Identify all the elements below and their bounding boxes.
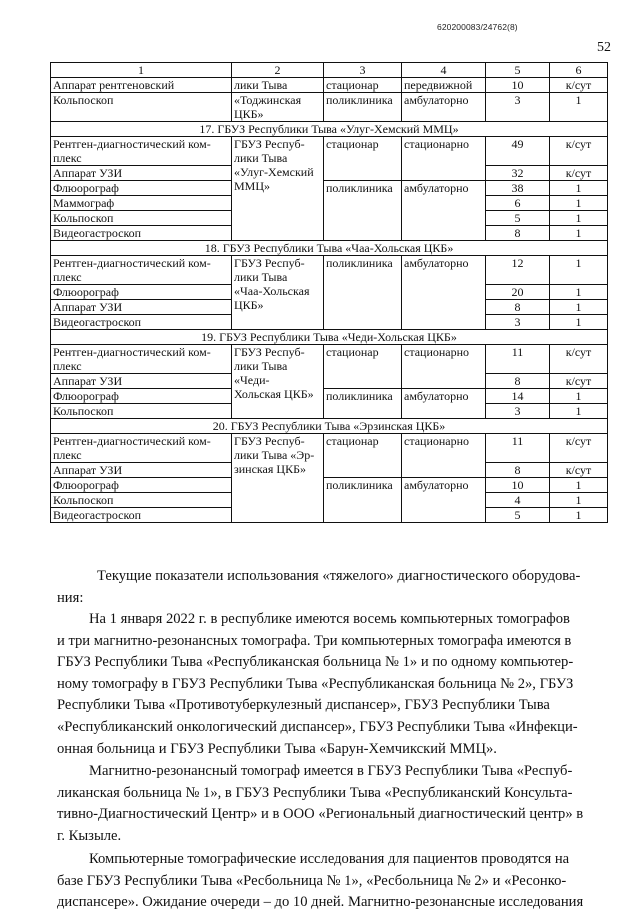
equipment-name: Аппарат УЗИ	[51, 463, 232, 478]
organization: ГБУЗ Респуб- лики Тыва «Чеди- Хольская ЦКБ»	[232, 345, 324, 419]
organization	[232, 93, 324, 122]
quantity: 20	[486, 285, 550, 300]
column-number: 1	[51, 63, 232, 78]
department: стационар	[324, 137, 402, 181]
quantity: 12	[486, 256, 550, 285]
equipment-name: Флюорограф	[51, 181, 232, 196]
column-number-row	[51, 63, 608, 78]
equipment-name: Видеогастроскоп	[51, 508, 232, 523]
department: поликлиника	[324, 93, 402, 122]
mode: передвижной	[402, 78, 486, 93]
section-header-row	[51, 241, 608, 256]
section-header-row	[51, 330, 608, 345]
document-id: 620200083/24762(8)	[437, 22, 518, 32]
unit: 1	[550, 508, 608, 523]
section-title: 20. ГБУЗ Республики Тыва «Эрзинская ЦКБ»	[51, 419, 608, 434]
department: поликлиника	[324, 256, 402, 330]
quantity: 8	[486, 300, 550, 315]
unit: 1	[550, 256, 608, 285]
quantity: 32	[486, 166, 550, 181]
mode: стационарно	[402, 137, 486, 181]
unit: к/сут	[550, 434, 608, 463]
department: стационар	[324, 434, 402, 478]
department: стационар	[324, 345, 402, 389]
unit: к/сут	[550, 166, 608, 181]
equipment-name: Видеогастроскоп	[51, 315, 232, 330]
paragraph-ct-exams: Компьютерные томографические исследования для пациентов проводятся на базе ГБУЗ Республики Тыва «Ресбольница № 1», «Ресбольница № 2» и «Ресонко- диспансере». Ожидание очереди – до 10 дней. Магнитно-резонансные исследования	[57, 851, 584, 911]
unit: 1	[550, 300, 608, 315]
paragraph-mri: Магнитно-резонансный томограф имеется в ГБУЗ Республики Тыва «Респуб- ликанская больница № 1», в ГБУЗ Республики Тыва «Республиканский Консульта- тивно-Диагностический Центр» и в ООО «Региональный диагностический центр» в г. Кызыле.	[57, 763, 584, 844]
unit: 1	[550, 285, 608, 300]
organization: ГБУЗ Респуб- лики Тыва «Улуг-Хемский ММЦ»	[232, 137, 324, 241]
paragraph-ct-scanners: На 1 января 2022 г. в республике имеются восемь компьютерных томографов и три магнитно-резонансных томографа. Три компьютерных томографа имеются в ГБУЗ Республики Тыва «Республиканская больница № 1» и по одному компьютер- ному томографу в ГБУЗ Республики Тыва «Республиканская больница № 2», ГБУЗ Республики Тыва «Противотуберкулезный диспансер», ГБУЗ Республики Тыва «Республиканский онкологический диспансер», ГБУЗ Республики Тыва «Инфекци- онная больница и ГБУЗ Республики Тыва «Барун-Хемчикский ММЦ».	[57, 611, 578, 757]
equipment-name: Кольпоскоп	[51, 211, 232, 226]
unit: к/сут	[550, 463, 608, 478]
unit: 1	[550, 226, 608, 241]
equipment-name: Рентген-диагностический ком- плекс	[51, 345, 232, 374]
mode: стационарно	[402, 434, 486, 478]
organization: ГБУЗ Респуб- лики Тыва «Эр- зинская ЦКБ»	[232, 434, 324, 523]
unit: к/сут	[550, 78, 608, 93]
column-number: 6	[550, 63, 608, 78]
equipment-name: Кольпоскоп	[51, 493, 232, 508]
equipment-name: Маммограф	[51, 196, 232, 211]
quantity: 14	[486, 389, 550, 404]
table-row	[51, 181, 608, 196]
department: поликлиника	[324, 478, 402, 523]
equipment-name: Видеогастроскоп	[51, 226, 232, 241]
table-row	[51, 137, 608, 166]
table-row	[51, 93, 608, 122]
quantity: 6	[486, 196, 550, 211]
equipment-name: Кольпоскоп	[51, 93, 232, 122]
unit: 1	[550, 93, 608, 122]
equipment-name: Флюорограф	[51, 478, 232, 493]
mode: амбулаторно	[402, 93, 486, 122]
unit: к/сут	[550, 345, 608, 374]
organization: лики Тыва	[232, 78, 324, 93]
org-line: «Тоджинская	[234, 93, 302, 107]
equipment-name: Рентген-диагностический ком- плекс	[51, 256, 232, 285]
quantity: 3	[486, 315, 550, 330]
quantity: 49	[486, 137, 550, 166]
table-row	[51, 345, 608, 374]
unit: 1	[550, 389, 608, 404]
section-title: 18. ГБУЗ Республики Тыва «Чаа-Хольская ЦКБ»	[51, 241, 608, 256]
quantity: 11	[486, 434, 550, 463]
department: поликлиника	[324, 181, 402, 241]
org-line: ЦКБ»	[234, 107, 264, 121]
equipment-name: Кольпоскоп	[51, 404, 232, 419]
mode: амбулаторно	[402, 181, 486, 241]
paragraph-intro: Текущие показатели использования «тяжелого» диагностического оборудова- ния:	[57, 568, 581, 606]
section-title: 17. ГБУЗ Республики Тыва «Улуг-Хемский ММЦ»	[51, 122, 608, 137]
quantity: 8	[486, 463, 550, 478]
equipment-table	[50, 62, 608, 523]
unit: 1	[550, 315, 608, 330]
quantity: 10	[486, 78, 550, 93]
page-number: 52	[597, 40, 611, 55]
column-number: 4	[402, 63, 486, 78]
quantity: 38	[486, 181, 550, 196]
equipment-name: Аппарат УЗИ	[51, 300, 232, 315]
equipment-name: Аппарат УЗИ	[51, 374, 232, 389]
equipment-name: Аппарат УЗИ	[51, 166, 232, 181]
column-number: 3	[324, 63, 402, 78]
column-number: 2	[232, 63, 324, 78]
mode: амбулаторно	[402, 256, 486, 330]
quantity: 5	[486, 508, 550, 523]
quantity: 10	[486, 478, 550, 493]
equipment-name: Рентген-диагностический ком- плекс	[51, 434, 232, 463]
department: поликлиника	[324, 389, 402, 419]
equipment-name: Флюорограф	[51, 389, 232, 404]
organization: ГБУЗ Респуб- лики Тыва «Чаа-Хольская ЦКБ»	[232, 256, 324, 330]
unit: 1	[550, 478, 608, 493]
quantity: 3	[486, 404, 550, 419]
quantity: 8	[486, 226, 550, 241]
department: стационар	[324, 78, 402, 93]
mode: амбулаторно	[402, 389, 486, 419]
quantity: 5	[486, 211, 550, 226]
section-header-row	[51, 122, 608, 137]
unit: к/сут	[550, 137, 608, 166]
table-row	[51, 434, 608, 463]
mode: стационарно	[402, 345, 486, 389]
table-row	[51, 256, 608, 285]
mode: амбулаторно	[402, 478, 486, 523]
unit: 1	[550, 196, 608, 211]
quantity: 4	[486, 493, 550, 508]
section-header-row	[51, 419, 608, 434]
table-row	[51, 389, 608, 404]
quantity: 11	[486, 345, 550, 374]
column-number: 5	[486, 63, 550, 78]
unit: 1	[550, 181, 608, 196]
unit: 1	[550, 404, 608, 419]
table-row	[51, 478, 608, 493]
equipment-name: Аппарат рентгеновский	[51, 78, 232, 93]
table-row	[51, 78, 608, 93]
section-title: 19. ГБУЗ Республики Тыва «Чеди-Хольская ЦКБ»	[51, 330, 608, 345]
equipment-name: Флюорограф	[51, 285, 232, 300]
unit: 1	[550, 211, 608, 226]
unit: к/сут	[550, 374, 608, 389]
quantity: 3	[486, 93, 550, 122]
quantity: 8	[486, 374, 550, 389]
equipment-name: Рентген-диагностический ком- плекс	[51, 137, 232, 166]
unit: 1	[550, 493, 608, 508]
